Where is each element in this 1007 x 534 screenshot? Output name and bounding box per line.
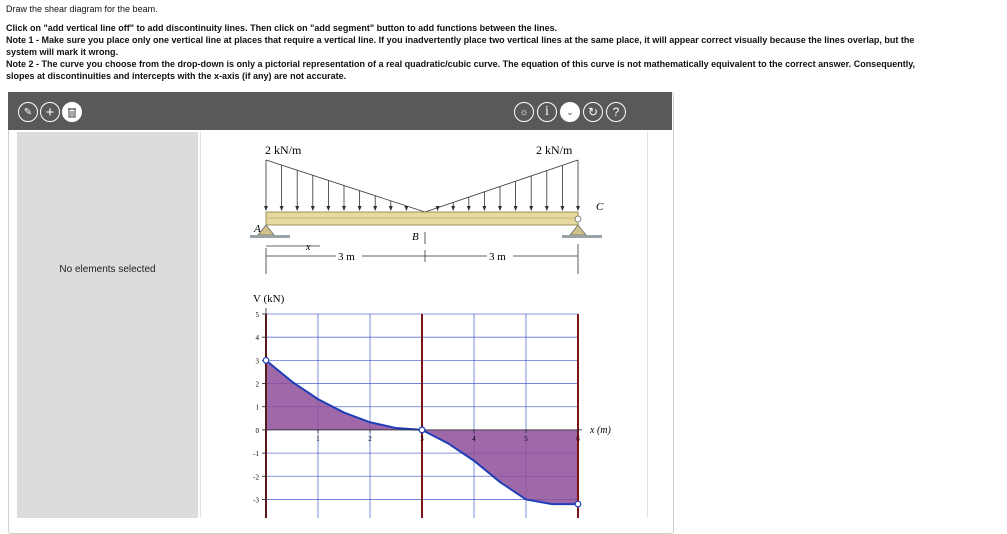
y-tick-label: 5 (255, 311, 259, 319)
y-tick-label: 2 (255, 380, 259, 389)
rotate-icon: ↻ (587, 105, 599, 119)
x-dimension-label: x (306, 242, 311, 253)
chevron-down-icon: ⌄ (566, 106, 574, 117)
reset-button[interactable] (583, 102, 603, 122)
load-arrow-head (482, 206, 486, 211)
add-vertical-line-button[interactable] (18, 102, 38, 122)
y-tick-label: -3 (253, 496, 259, 505)
beam-figure (240, 140, 620, 280)
trash-icon (67, 107, 77, 118)
load-arrow-head (342, 206, 346, 211)
note-2-text: Note 2 - The curve you choose from the drop-down is only a pictorial representation of a real quadratic/cubic curve. The equation of this curve is not mathematically equivalent to the correct answer. Consequently, (6, 59, 916, 69)
y-tick-label: -1 (253, 450, 259, 459)
y-tick-label: 4 (255, 334, 259, 343)
x-tick-label: 6 (576, 434, 580, 443)
hint-button[interactable] (514, 102, 534, 122)
sidebar-message: No elements selected (59, 264, 156, 275)
pencil-plus-icon: ✎ (23, 106, 33, 118)
lightbulb-icon: ☼ (519, 106, 529, 118)
x-axis-label: x (m) (590, 425, 611, 436)
load-arrow-head (326, 206, 330, 211)
help-button[interactable] (606, 102, 626, 122)
load-arrow-head (467, 206, 471, 211)
load-arrow-head (373, 206, 377, 211)
load-right-label: 2 kN/m (536, 143, 573, 157)
info-button[interactable] (537, 102, 557, 122)
load-arrow-head (358, 206, 362, 211)
note-1-text: Note 1 - Make sure you place only one vertical line at places that require a vertical line. If you inadvertently place two vertical lines at the same place, it will appear correct visually because the lines overlap, but the (6, 35, 915, 45)
x-tick-label: 4 (472, 434, 476, 443)
x-tick-label: 2 (368, 434, 372, 443)
load-top-left (266, 160, 425, 212)
x-tick-label: 1 (316, 434, 320, 443)
label-a: A (254, 223, 261, 235)
add-segment-button[interactable] (40, 102, 60, 122)
segment-endpoint[interactable] (419, 427, 425, 433)
span-2-label: 3 m (489, 251, 506, 263)
y-tick-label: 1 (255, 403, 259, 412)
x-tick-label: 3 (420, 434, 424, 443)
load-arrow-head (560, 206, 564, 211)
load-arrow-head (514, 206, 518, 211)
question-title: Draw the shear diagram for the beam. (6, 4, 158, 14)
load-arrow-head (451, 206, 455, 211)
y-tick-label: 3 (255, 357, 259, 366)
x-tick-label: 5 (524, 434, 528, 443)
toolbar (8, 92, 672, 130)
segment-endpoint[interactable] (263, 358, 269, 364)
load-arrow-head (545, 206, 549, 211)
load-arrow-head (389, 206, 393, 211)
note-2-cont-text: slopes at discontinuities and intercepts with the x-axis (if any) are not accurate. (6, 71, 347, 81)
label-c: C (596, 201, 604, 213)
load-arrow-head (311, 206, 315, 211)
load-arrow-head (576, 206, 580, 211)
load-left-label: 2 kN/m (265, 143, 302, 157)
y-tick-label: 0 (255, 426, 259, 435)
load-arrow-head (404, 206, 408, 211)
info-label: i (545, 104, 549, 119)
load-top-right (425, 160, 578, 212)
load-arrow-head (498, 206, 502, 211)
dropdown-button[interactable] (560, 102, 580, 122)
properties-sidebar (17, 132, 198, 518)
span-1-label: 3 m (338, 251, 355, 263)
label-b: B (412, 231, 419, 243)
load-arrow-head (264, 206, 268, 211)
plus-icon: + (45, 103, 55, 121)
note-1-cont-text: system will mark it wrong. (6, 47, 119, 57)
segment-endpoint[interactable] (575, 501, 581, 507)
roller-support-c (570, 225, 586, 235)
delete-button[interactable] (62, 102, 82, 122)
load-arrow-head (529, 206, 533, 211)
load-arrows (264, 160, 580, 211)
instruction-text: Click on "add vertical line off" to add discontinuity lines. Then click on "add segment" button to add functions between the lines. (6, 23, 558, 33)
shear-diagram-chart[interactable] (200, 280, 646, 518)
load-arrow-head (295, 206, 299, 211)
y-axis-label: V (kN) (253, 293, 285, 305)
shear-area-1 (266, 360, 422, 430)
load-arrow-head (280, 206, 284, 211)
help-label: ? (612, 105, 620, 119)
y-tick-label: -2 (253, 473, 259, 482)
